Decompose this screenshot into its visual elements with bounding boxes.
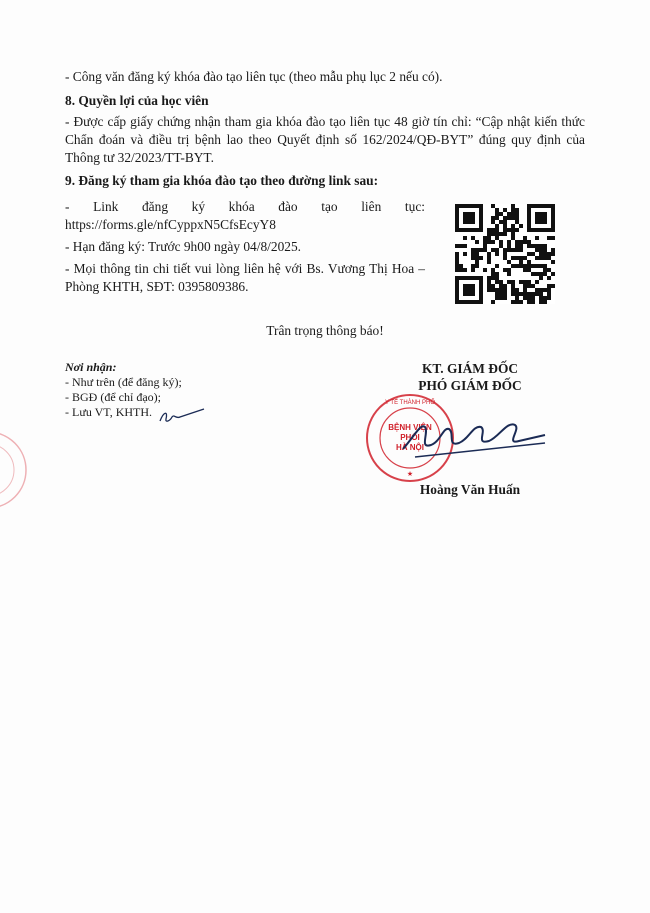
signer-role-2: PHÓ GIÁM ĐỐC bbox=[418, 378, 522, 393]
recipients-title: Nơi nhận: bbox=[65, 360, 117, 374]
registration-info bbox=[65, 198, 425, 300]
svg-text:★: ★ bbox=[406, 471, 414, 478]
partial-stamp-icon bbox=[0, 425, 30, 515]
initials-mark-icon bbox=[158, 405, 208, 427]
qr-code-icon[interactable] bbox=[455, 204, 555, 304]
registration-deadline: - Hạn đăng ký: Trước 9h00 ngày 04/8/2025. bbox=[65, 239, 302, 254]
svg-text:Y TẾ THÀNH PHỐ: Y TẾ THÀNH PHỐ bbox=[384, 400, 436, 406]
svg-text:HÀ NỘI: HÀ NỘI bbox=[396, 443, 424, 452]
recipient-item: - Như trên (để đăng ký); bbox=[65, 375, 182, 389]
recipient-item: - Lưu VT, KHTH. bbox=[65, 405, 153, 419]
signer-role-1: KT. GIÁM ĐỐC bbox=[421, 361, 519, 376]
registration-link[interactable]: - Link đăng ký khóa đào tạo liên tục: https://forms.gle/nfCyppxN5CfsEcyY8 bbox=[65, 199, 425, 232]
recipient-item: - BGĐ (để chỉ đạo); bbox=[65, 390, 161, 404]
section-8-heading: 8. Quyền lợi của học viên bbox=[65, 93, 209, 108]
svg-text:BỆNH VIỆN: BỆNH VIỆN bbox=[388, 423, 432, 432]
contact-info: - Mọi thông tin chi tiết vui lòng liên hệ với Bs. Vương Thị Hoa – Phòng KHTH, SĐT: 0395809386. bbox=[65, 261, 425, 294]
section-8-body: - Được cấp giấy chứng nhận tham gia khóa đào tạo liên tục 48 giờ tín chỉ: “Cập nhật kiến thức Chẩn đoán và điều trị bệnh lao theo Quyết định số 162/2024/QĐ-BYT” đúng quy định của Thông tư 32/2023/TT-BYT. bbox=[65, 114, 585, 165]
closing-line: Trân trọng thông báo! bbox=[266, 323, 384, 338]
svg-text:PHỔI: PHỔI bbox=[400, 433, 420, 442]
signature-icon bbox=[395, 405, 555, 465]
signer-name: Hoàng Văn Huấn bbox=[419, 482, 521, 497]
list-item-official-letter: - Công văn đăng ký khóa đào tạo liên tục (theo mẫu phụ lục 2 nếu có). bbox=[65, 69, 443, 84]
section-9-heading: 9. Đăng ký tham gia khóa đào tạo theo đường link sau: bbox=[65, 173, 379, 188]
